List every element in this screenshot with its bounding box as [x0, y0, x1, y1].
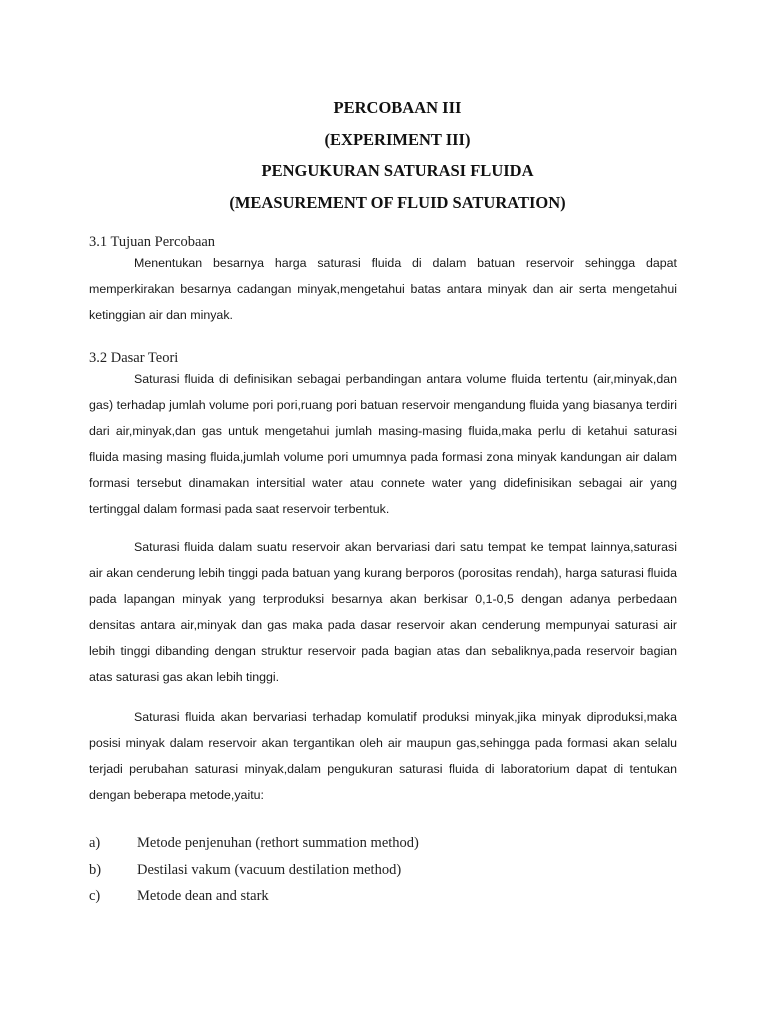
document-title [0, 92, 768, 218]
method-list [89, 830, 419, 910]
title-line: (MEASUREMENT OF FLUID SATURATION) [229, 192, 566, 212]
paragraph [89, 246, 677, 328]
list-item [89, 830, 419, 857]
list-item-text: Destilasi vakum (vacuum destilation method) [137, 861, 402, 878]
list-item-text: Metode dean and stark [137, 888, 269, 904]
paragraph-text: Saturasi fluida di definisikan sebagai perbandingan antara volume fluida tertentu (air,minyak,dan gas) terhadap jumlah volume pori pori,ruang pori batuan reservoir mengandung fluida yang biasanya terdiri dari air,minyak,dan gas untuk mengetahui jumlah masing-masing fluida,maka perlu di ketahui saturasi fluida masing masing fluida,jumlah volume pori umumnya pada formasi zona minyak kandungan air dalam formasi tersebut dinamakan intersitial water atau connete water yang didefinisikan sebagai air yang tertinggal dalam formasi pada saat reservoir terbentuk. [89, 372, 677, 516]
title-line: (EXPERIMENT III) [324, 129, 471, 149]
title-line: PENGUKURAN SATURASI FLUIDA [261, 161, 534, 180]
list-item [89, 883, 419, 910]
list-item-text: Metode penjenuhan (rethort summation method) [137, 835, 419, 851]
paragraph [89, 700, 677, 808]
section-heading: 3.1 Tujuan Percobaan [89, 234, 216, 250]
paragraph [89, 530, 677, 690]
section-heading: 3.2 Dasar Teori [89, 350, 179, 366]
list-marker: a) [89, 835, 101, 851]
title-line: PERCOBAAN III [333, 98, 462, 117]
paragraph [89, 362, 677, 522]
paragraph-text: Menentukan besarnya harga saturasi fluida di dalam batuan reservoir sehingga dapat memperkirakan besarnya cadangan minyak,mengetahui batas antara minyak dan air serta mengetahui ketinggian air dan minyak. [89, 256, 677, 322]
list-marker: b) [89, 861, 102, 878]
paragraph-text: Saturasi fluida dalam suatu reservoir akan bervariasi dari satu tempat ke tempat lainnya,saturasi air akan cenderung lebih tinggi pada batuan yang kurang berporos (porositas rendah), harga saturasi fluida pada lapangan minyak yang terproduksi besarnya akan berkisar 0,1-0,5 dengan adanya perbedaan densitas antara air,minyak dan gas maka pada dasar reservoir akan cenderung mempunyai saturasi air lebih tinggi dibanding dengan struktur reservoir pada bagian atas dan sebaliknya,pada reservoir bagian atas saturasi gas akan lebih tinggi. [89, 540, 677, 684]
paragraph-text: Saturasi fluida akan bervariasi terhadap komulatif produksi minyak,jika minyak diproduksi,maka posisi minyak dalam reservoir akan tergantikan oleh air maupun gas,sehingga pada formasi akan selalu terjadi perubahan saturasi minyak,dalam pengukuran saturasi fluida di laboratorium dapat di tentukan dengan beberapa metode,yaitu: [89, 710, 677, 802]
list-item [89, 857, 419, 884]
list-marker: c) [89, 888, 101, 904]
